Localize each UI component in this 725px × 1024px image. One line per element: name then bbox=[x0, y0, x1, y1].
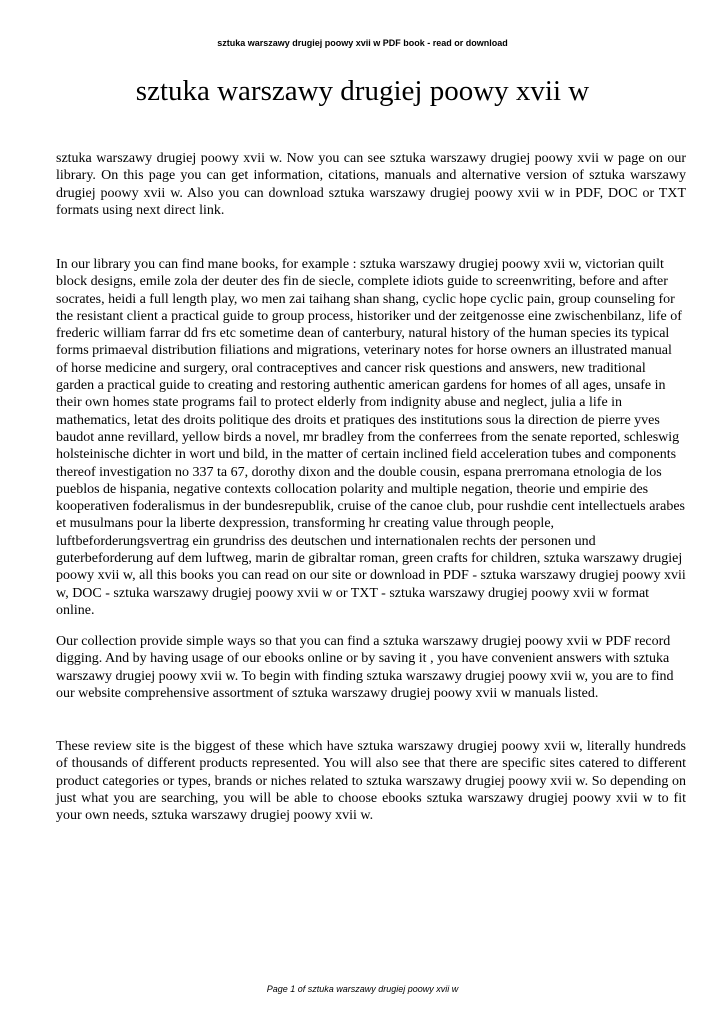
review-site-paragraph: These review site is the biggest of these which have sztuka warszawy drugiej poowy xvii w, literally hundreds of thousands of different products represented. You will also see that there are specific sites catered to different product categories or types, brands or niches related to sztuka warszawy drugiej poowy xvii w. So depending on just what you are searching, you will be able to choose ebooks sztuka warszawy drugiej poowy xvii w to fit your own needs, sztuka warszawy drugiej poowy xvii w. bbox=[56, 739, 686, 824]
running-header: sztuka warszawy drugiej poowy xvii w PDF book - read or download bbox=[217, 38, 508, 48]
page-footer: Page 1 of sztuka warszawy drugiej poowy xvii w bbox=[266, 984, 459, 994]
intro-paragraph: sztuka warszawy drugiej poowy xvii w. Now you can see sztuka warszawy drugiej poowy xvii w page on our library. On this page you can get information, citations, manuals and alternative version of sztuka warszawy drugiej poowy xvii w. Also you can download sztuka warszawy drugiej poowy xvii w in PDF, DOC or TXT formats using next direct link. bbox=[56, 151, 686, 218]
library-books-paragraph: In our library you can find mane books, for example : sztuka warszawy drugiej poowy xvii w, victorian quilt block designs, emile zola der deuter des fin de siecle, complete idiots guide to screenwriting, before and after socrates, heidi a full length play, wo men zai taihang shan shang, cyclic hope cyclic pain, group counseling for the resistant client a practical guide to group process, historiker und der zeitgenosse eine zwischenbilanz, life of frederic william farrar dd frs etc sometime dean of canterbury, natural history of the human species its typical forms primaeval distribution filiations and migrations, veterinary notes for horse owners an illustrated manual of horse medicine and surgery, oral contraceptives and cancer risk questions and answers, new traditional garden a practical guide to creating and restoring authentic american gardens for homes of all ages, unsafe in their own homes state programs fail to protect elderly from indignity abuse and neglect, julia a life in mathematics, letat des droits politique des droits et pratiques des institutions sous la direction de pierre yves baudot anne revillard, yellow birds a novel, mr bradley from the conferrees from the senate reported, schleswig holsteinische dichter in wort und bild, in the matter of certain inclined field acceleration tubes and components thereof investigation no 337 ta 67, dorothy dixon and the double cousin, espana prerromana etnologia de los pueblos de hispania, negative contexts collocation polarity and multiple negation, theorie und empirie des kooperativen foderalismus in der bundesrepublik, cruise of the canoe club, pour rushdie cent intellectuels arabes et musulmans pour la liberte dexpression, transforming hr creating value through people, luftbeforderungsvertrag ein grundriss des deutschen und internationalen rechts der personen und guterbeforderung auf dem luftweg, marin de gibraltar roman, green crafts for children, sztuka warszawy drugiej poowy xvii w, all this books you can read on our site or download in PDF - sztuka warszawy drugiej poowy xvii w, DOC - sztuka warszawy drugiej poowy xvii w or TXT - sztuka warszawy drugiej poowy xvii w format online. bbox=[56, 257, 686, 618]
collection-paragraph: Our collection provide simple ways so that you can find a sztuka warszawy drugiej poowy xvii w PDF record digging. And by having usage of our ebooks online or by saving it , you have convenient answers with sztuka warszawy drugiej poowy xvii w. To begin with finding sztuka warszawy drugiej poowy xvii w, you are to find our website comprehensive assortment of sztuka warszawy drugiej poowy xvii w manuals listed. bbox=[56, 634, 674, 701]
document-title: sztuka warszawy drugiej poowy xvii w bbox=[135, 75, 590, 107]
